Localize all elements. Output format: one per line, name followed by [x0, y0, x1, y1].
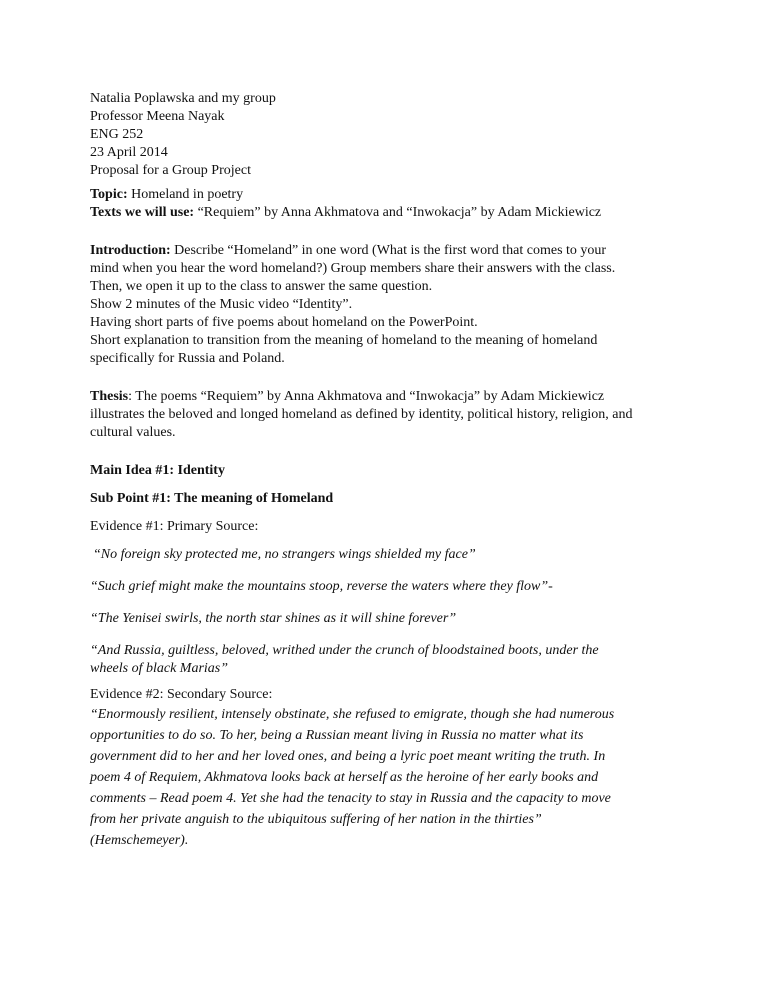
introduction-line-3: Then, we open it up to the class to answer the same question.: [90, 279, 433, 294]
topic-value: Homeland in poetry: [131, 187, 244, 202]
topic-label: Topic:: [90, 187, 128, 202]
evidence-2-line-6: from her private anguish to the ubiquitous suffering of her nation in the thirties”: [90, 812, 542, 827]
introduction-line-2: mind when you hear the word homeland?) Group members share their answers with the class.: [90, 261, 616, 276]
evidence-2-line-5: comments – Read poem 4. Yet she had the tenacity to stay in Russia and the capacity to move: [90, 791, 611, 806]
author-line: Natalia Poplawska and my group: [90, 91, 276, 106]
texts-label: Texts we will use:: [90, 205, 195, 220]
evidence-1-quote-4-line-1: “And Russia, guiltless, beloved, writhed under the crunch of bloodstained boots, under the: [90, 643, 599, 658]
evidence-1-quote-3: “The Yenisei swirls, the north star shines as it will shine forever”: [90, 611, 457, 626]
texts-line: [90, 204, 690, 222]
thesis-line-1: [90, 388, 690, 406]
thesis-line-2: illustrates the beloved and longed homeland as defined by identity, political history, religion, and: [90, 407, 633, 422]
evidence-2-line-4: poem 4 of Requiem, Akhmatova looks back at herself as the heroine of her early books and: [90, 770, 599, 785]
evidence-2-line-3: government did to her and her loved ones, and being a lyric poet meant writing the truth. In: [90, 749, 606, 764]
texts-value: “Requiem” by Anna Akhmatova and “Inwokacja” by Adam Mickiewicz: [197, 205, 602, 220]
date-line: 23 April 2014: [90, 145, 168, 160]
evidence-1-quote-4-line-2: wheels of black Marias”: [90, 661, 229, 676]
evidence-1-label: Evidence #1: Primary Source:: [90, 519, 259, 534]
sub-point-heading: Sub Point #1: The meaning of Homeland: [90, 491, 334, 506]
introduction-line-4: Show 2 minutes of the Music video “Identity”.: [90, 297, 353, 312]
introduction-line-5: Having short parts of five poems about homeland on the PowerPoint.: [90, 315, 478, 330]
introduction-line-6: Short explanation to transition from the meaning of homeland to the meaning of homeland: [90, 333, 598, 348]
thesis-text-1: : The poems “Requiem” by Anna Akhmatova and “Inwokacja” by Adam Mickiewicz: [128, 389, 605, 404]
thesis-line-3: cultural values.: [90, 425, 176, 440]
introduction-label: Introduction:: [90, 243, 171, 258]
evidence-2-line-2: opportunities to do so. To her, being a Russian meant living in Russia no matter what its: [90, 728, 584, 743]
introduction-text-1: Describe “Homeland” in one word (What is the first word that comes to your: [170, 243, 607, 258]
introduction-line-7: specifically for Russia and Poland.: [90, 351, 285, 366]
evidence-2-line-7: (Hemschemeyer).: [90, 833, 189, 848]
introduction-line-1: [90, 242, 690, 260]
document-body: [90, 90, 690, 851]
evidence-2-label: Evidence #2: Secondary Source:: [90, 687, 273, 702]
thesis-label: Thesis: [90, 389, 129, 404]
course-line: ENG 252: [90, 127, 144, 142]
document-title: Proposal for a Group Project: [90, 163, 251, 178]
main-idea-heading: Main Idea #1: Identity: [90, 463, 225, 478]
evidence-2-line-1: “Enormously resilient, intensely obstinate, she refused to emigrate, though she had numerous: [90, 707, 615, 722]
evidence-1-quote-1: “No foreign sky protected me, no strangers wings shielded my face”: [93, 547, 476, 562]
evidence-1-quote-2: “Such grief might make the mountains stoop, reverse the waters where they flow”-: [90, 579, 553, 594]
topic-line: [90, 186, 690, 204]
professor-line: Professor Meena Nayak: [90, 109, 225, 124]
